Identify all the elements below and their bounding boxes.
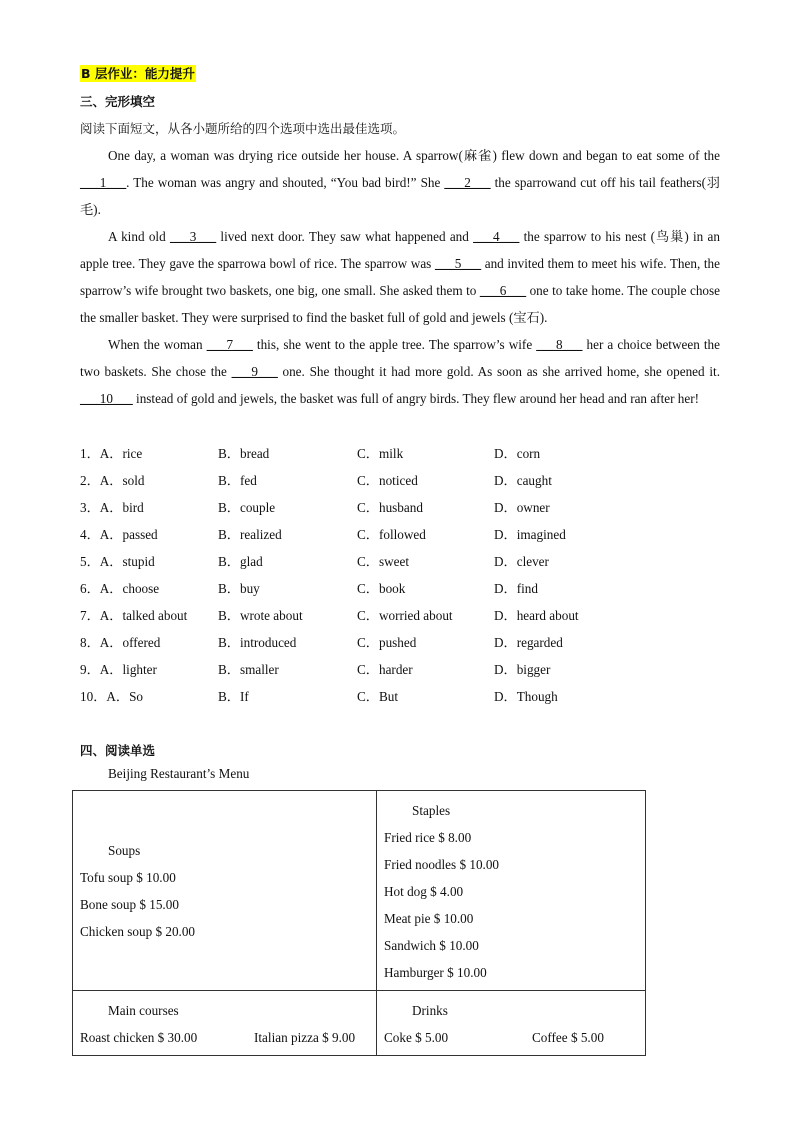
menu-item-row [80, 1024, 376, 1051]
option-b[interactable]: B．buy [218, 581, 260, 596]
blank-5: ___5___ [434, 256, 482, 271]
blank-9: ___9___ [231, 364, 278, 379]
option-a[interactable]: 10．A．So [80, 689, 144, 704]
option-b[interactable]: B．If [218, 689, 249, 704]
option-d[interactable]: D．clever [494, 554, 549, 569]
drinks-cell [377, 991, 646, 1056]
option-b[interactable]: B．couple [218, 500, 276, 515]
option-c[interactable]: C．milk [357, 446, 404, 461]
homework-level-label [80, 64, 196, 82]
option-d[interactable]: D．find [494, 581, 538, 596]
menu-title: Beijing Restaurant’s Menu [108, 766, 250, 781]
option-a[interactable]: 9．A．lighter [80, 662, 157, 677]
option-b[interactable]: B．introduced [218, 635, 297, 650]
option-b[interactable]: B．wrote about [218, 608, 303, 623]
staples-heading: Staples [412, 803, 451, 818]
option-d[interactable]: D．imagined [494, 527, 566, 542]
question-row [80, 629, 700, 656]
question-row [80, 521, 700, 548]
option-d[interactable]: D．Though [494, 689, 558, 704]
menu-item: Fried rice $ 8.00 [384, 830, 472, 845]
menu-item: Meat pie $ 10.00 [384, 911, 474, 926]
option-d[interactable]: D．caught [494, 473, 552, 488]
option-a[interactable]: 1．A．rice [80, 446, 143, 461]
question-row [80, 602, 700, 629]
option-d[interactable]: D．corn [494, 446, 541, 461]
section3-title: 三、完形填空 [80, 94, 156, 109]
option-b[interactable]: B．fed [218, 473, 257, 488]
menu-item-row [384, 1024, 645, 1051]
option-c[interactable]: C．pushed [357, 635, 417, 650]
question-row [80, 656, 700, 683]
option-d[interactable]: D．heard about [494, 608, 579, 623]
blank-10: ___10___ [80, 391, 133, 406]
option-c[interactable]: C．followed [357, 527, 426, 542]
menu-item: Hamburger $ 10.00 [384, 965, 487, 980]
option-b[interactable]: B．realized [218, 527, 282, 542]
drinks-heading: Drinks [412, 1003, 448, 1018]
question-options [80, 440, 700, 710]
section4-title: 四、阅读单选 [80, 743, 156, 758]
question-row [80, 683, 700, 710]
soups-heading: Soups [108, 842, 141, 858]
option-a[interactable]: 4．A．passed [80, 527, 158, 542]
blank-4: ___4___ [473, 229, 520, 244]
staples-cell [377, 791, 646, 991]
cloze-passage [80, 142, 720, 412]
menu-item: Sandwich $ 10.00 [384, 938, 479, 953]
option-c[interactable]: C．But [357, 689, 399, 704]
soups-cell [73, 791, 377, 991]
menu-item: Italian pizza $ 9.00 [254, 1030, 356, 1045]
option-a[interactable]: 3．A．bird [80, 500, 144, 515]
option-c[interactable]: C．sweet [357, 554, 410, 569]
menu-item: Fried noodles $ 10.00 [384, 857, 500, 872]
blank-6: ___6___ [479, 283, 527, 298]
option-d[interactable]: D．regarded [494, 635, 563, 650]
option-a[interactable]: 2．A．sold [80, 473, 145, 488]
passage-paragraph-1: One day, a woman was drying rice outside her house. A sparrow(麻雀) flew down and began to eat some of the ___1___. The woman was angry and shouted, “You bad bird!” She ___2___ the sparrowand cut off his tail feathers(羽毛). [80, 148, 720, 217]
option-d[interactable]: D．bigger [494, 662, 551, 677]
menu-item: Coffee $ 5.00 [532, 1030, 604, 1045]
question-row [80, 575, 700, 602]
main-courses-cell [73, 991, 377, 1056]
menu-item: Coke $ 5.00 [384, 1030, 449, 1045]
option-b[interactable]: B．smaller [218, 662, 279, 677]
option-a[interactable]: 6．A．choose [80, 581, 160, 596]
menu-item: Hot dog $ 4.00 [384, 884, 464, 899]
blank-1: ___1___ [80, 175, 127, 190]
option-c[interactable]: C．noticed [357, 473, 418, 488]
option-c[interactable]: C．husband [357, 500, 423, 515]
option-c[interactable]: C．harder [357, 662, 413, 677]
passage-paragraph-3: When the woman ___7___ this, she went to the apple tree. The sparrow’s wife ___8___ her a choice between the two baskets. She chose the ___9___ one. She thought it had more gold. As soon as she arrived home, she opened it. ___10___ instead of gold and jewels, the basket was full of angry birds. They flew around her head and ran after her! [80, 337, 720, 406]
option-b[interactable]: B．bread [218, 446, 270, 461]
blank-2: ___2___ [444, 175, 491, 190]
passage-paragraph-2: A kind old ___3___ lived next door. They saw what happened and ___4___ the sparrow to his nest (鸟巢) in an apple tree. They gave the sparrowa bowl of rice. The sparrow was ___5___ and invited them to meet his wife. Then, the sparrow’s wife brought two baskets, one big, one small. She asked them to ___6___ one to take home. The couple chose the smaller basket. They were surprised to find the basket full of gold and jewels (宝石). [80, 229, 721, 325]
main-courses-heading: Main courses [108, 1003, 179, 1018]
question-row [80, 440, 700, 467]
option-c[interactable]: C．worried about [357, 608, 453, 623]
menu-item: Chicken soup $ 20.00 [80, 923, 196, 939]
option-d[interactable]: D．owner [494, 500, 550, 515]
option-c[interactable]: C．book [357, 581, 406, 596]
menu-table [72, 790, 646, 1056]
option-a[interactable]: 5．A．stupid [80, 554, 155, 569]
blank-7: ___7___ [206, 337, 253, 352]
blank-3: ___3___ [169, 229, 217, 244]
option-a[interactable]: 8．A．offered [80, 635, 161, 650]
question-row [80, 467, 700, 494]
blank-8: ___8___ [536, 337, 583, 352]
menu-item: Tofu soup $ 10.00 [80, 869, 176, 885]
menu-item: Bone soup $ 15.00 [80, 896, 179, 912]
instruction-text: 阅读下面短文，从各小题所给的四个选项中选出最佳选项。 [80, 121, 406, 136]
menu-item: Roast chicken $ 30.00 [80, 1030, 198, 1045]
question-row [80, 548, 700, 575]
option-a[interactable]: 7．A．talked about [80, 608, 188, 623]
question-row [80, 494, 700, 521]
option-b[interactable]: B．glad [218, 554, 263, 569]
highlight-badge: B 层作业：能力提升 [81, 66, 195, 81]
